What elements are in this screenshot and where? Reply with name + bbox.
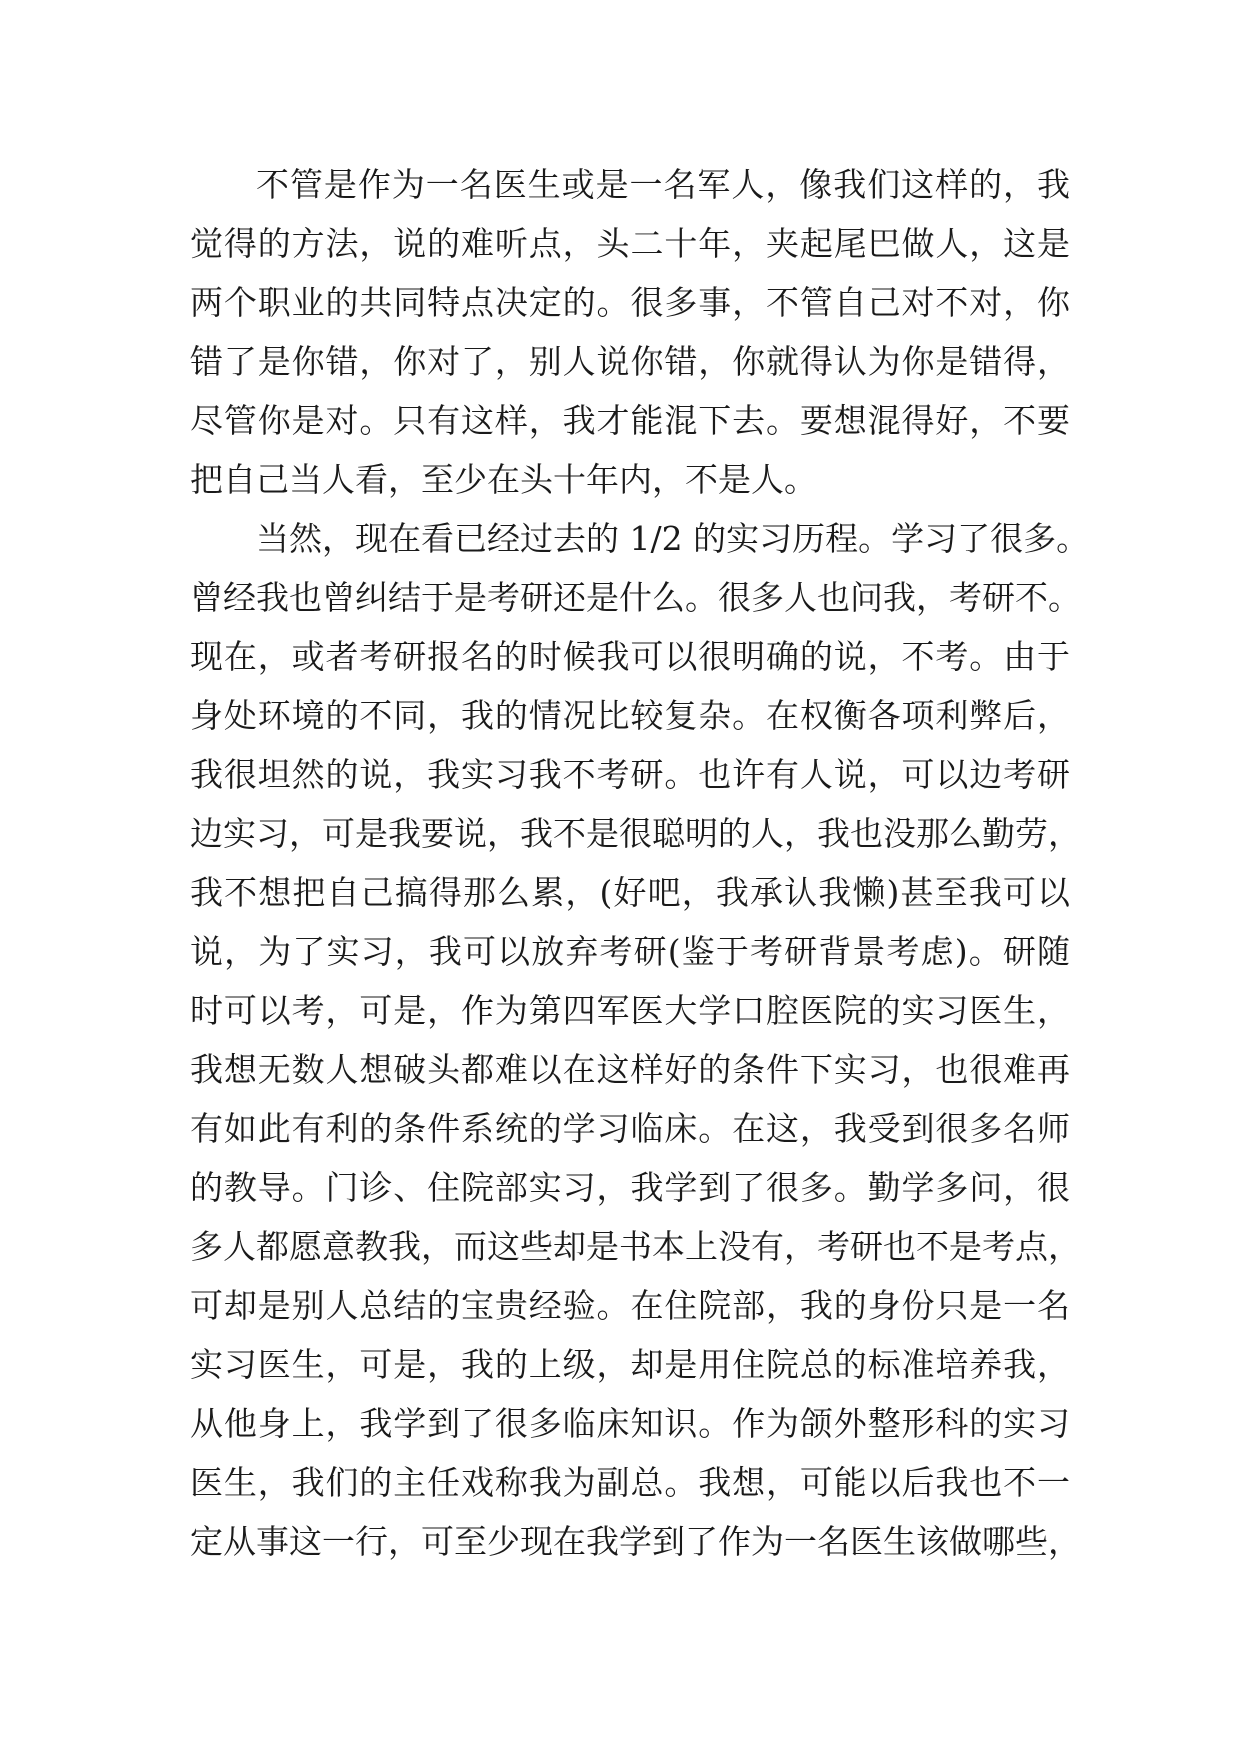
text-line: 把自己当人看，至少在头十年内，不是人。 — [190, 460, 817, 499]
text-line: 定从事这一行，可至少现在我学到了作为一名医生该做哪些， — [190, 1522, 1081, 1561]
text-line: 时可以考，可是，作为第四军医大学口腔医院的实习医生， — [190, 991, 1070, 1030]
text-line: 觉得的方法，说的难听点，头二十年，夹起尾巴做人，这是 — [190, 224, 1070, 263]
text-line: 我想无数人想破头都难以在这样好的条件下实习，也很难再 — [190, 1050, 1070, 1089]
text-line: 我不想把自己搞得那么累，(好吧，我承认我懒)甚至我可以 — [190, 873, 1070, 912]
text-line: 尽管你是对。只有这样，我才能混下去。要想混得好，不要 — [190, 401, 1070, 440]
text-line: 现在，或者考研报名的时候我可以很明确的说，不考。由于 — [190, 637, 1070, 676]
text-line: 当然，现在看已经过去的 1/2 的实习历程。学习了很多。 — [256, 519, 1090, 558]
text-line: 两个职业的共同特点决定的。很多事，不管自己对不对，你 — [190, 283, 1070, 322]
text-line: 多人都愿意教我，而这些却是书本上没有，考研也不是考点， — [190, 1227, 1081, 1266]
text-line: 从他身上，我学到了很多临床知识。作为颌外整形科的实习 — [190, 1404, 1070, 1443]
text-line: 的教导。门诊、住院部实习，我学到了很多。勤学多问，很 — [190, 1168, 1070, 1207]
text-line: 错了是你错，你对了，别人说你错，你就得认为你是错得， — [190, 342, 1070, 381]
text-line: 我很坦然的说，我实习我不考研。也许有人说，可以边考研 — [190, 755, 1070, 794]
text-line: 医生，我们的主任戏称我为副总。我想，可能以后我也不一 — [190, 1463, 1070, 1502]
text-line: 实习医生，可是，我的上级，却是用住院总的标准培养我， — [190, 1345, 1070, 1384]
text-line: 说，为了实习，我可以放弃考研(鉴于考研背景考虑)。研随 — [190, 932, 1070, 971]
text-line: 边实习，可是我要说，我不是很聪明的人，我也没那么勤劳， — [190, 814, 1081, 853]
text-line: 身处环境的不同，我的情况比较复杂。在权衡各项利弊后， — [190, 696, 1070, 735]
text-line: 不管是作为一名医生或是一名军人，像我们这样的，我 — [256, 165, 1070, 204]
text-line: 曾经我也曾纠结于是考研还是什么。很多人也问我，考研不。 — [190, 578, 1081, 617]
text-line: 可却是别人总结的宝贵经验。在住院部，我的身份只是一名 — [190, 1286, 1070, 1325]
text-line: 有如此有利的条件系统的学习临床。在这，我受到很多名师 — [190, 1109, 1070, 1148]
